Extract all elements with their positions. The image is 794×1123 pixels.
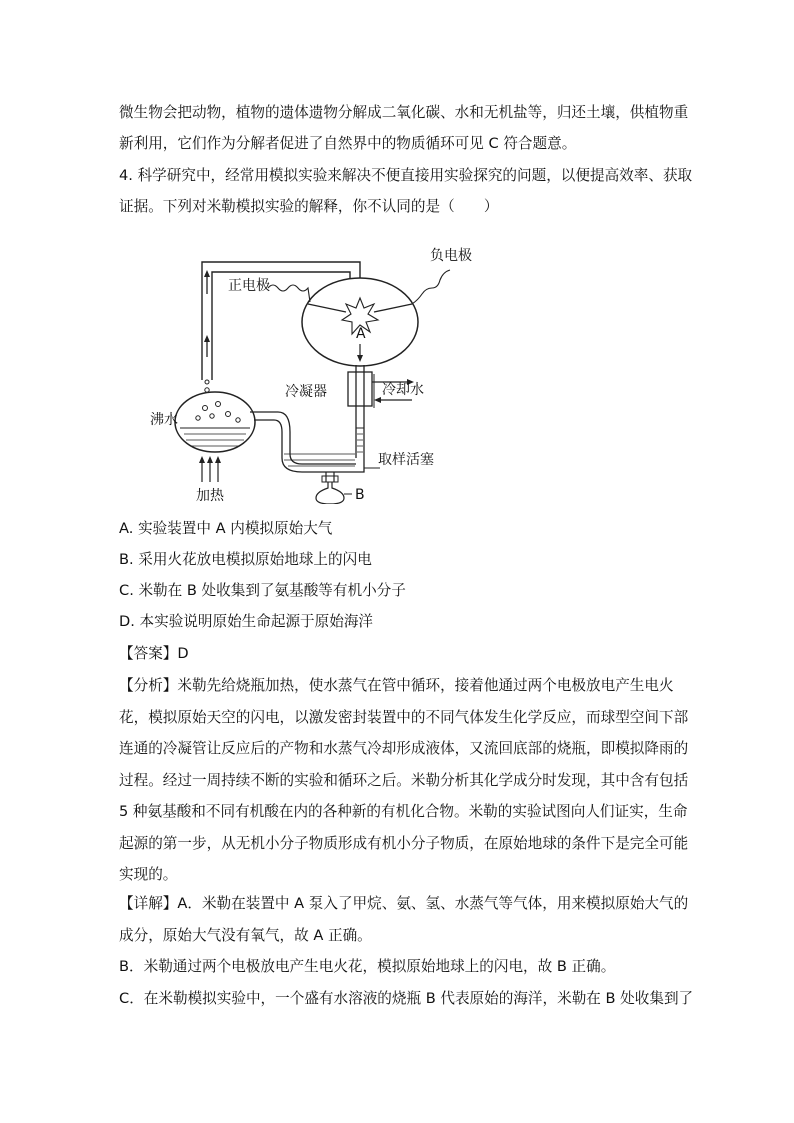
label-negative-electrode: 负电极 — [430, 248, 472, 264]
intro-line-2: 新利用，它们作为分解者促进了自然界中的物质循环可见 C 符合题意。 — [119, 135, 577, 152]
answer: 【答案】D — [119, 645, 189, 662]
detail-line: 【详解】A．米勒在装置中 A 泵入了甲烷、氨、氢、水蒸气等气体，用来模拟原始大气的 — [119, 895, 689, 912]
analysis-line: 起源的第一步，从无机小分子物质形成有机小分子物质，在原始地球的条件下是完全可能 — [119, 834, 689, 852]
analysis-line: 花，模拟原始天空的闪电，以激发密封装置中的不同气体发生化学反应，而球型空间下部 — [119, 708, 689, 726]
detail-line: C．在米勒模拟实验中，一个盛有水溶液的烧瓶 B 代表原始的海洋，米勒在 B 处收集到了 — [119, 989, 694, 1007]
label-a: A — [356, 326, 366, 342]
label-condenser: 冷凝器 — [285, 384, 327, 400]
option-b: B. 采用火花放电模拟原始地球上的闪电 — [119, 551, 372, 568]
option-c: C. 米勒在 B 处收集到了氨基酸等有机小分子 — [119, 582, 406, 599]
analysis-line: 5 种氨基酸和不同有机酸在内的各种新的有机化合物。米勒的实验试图向人们证实，生命 — [119, 803, 688, 820]
analysis-line: 【分析】米勒先给烧瓶加热，使水蒸气在管中循环，接着他通过两个电极放电产生电火 — [119, 677, 674, 694]
question-line-1: 4. 科学研究中，经常用模拟实验来解决不便直接用实验探究的问题，以便提高效率、获取 — [119, 167, 693, 184]
detail-line: 成分，原始大气没有氧气，故 A 正确。 — [119, 926, 372, 944]
label-heating: 加热 — [196, 488, 224, 504]
label-b: B — [355, 487, 365, 503]
intro-line-1: 微生物会把动物，植物的遗体遗物分解成二氧化碳、水和无机盐等，归还土壤，供植物重 — [119, 104, 689, 121]
detail-paragraph — [119, 888, 694, 1014]
label-sampling-valve: 取样活塞 — [378, 452, 434, 468]
question-line-2: 证据。下列对米勒模拟实验的解释，你不认同的是（ ） — [119, 198, 499, 215]
analysis-paragraph — [119, 670, 689, 891]
analysis-line: 过程。经过一周持续不断的实验和循环之后。米勒分析其化学成分时发现，其中含有包括 — [119, 771, 689, 789]
option-d: D. 本实验说明原始生命起源于原始海洋 — [119, 613, 374, 630]
miller-experiment-diagram — [150, 232, 490, 504]
detail-line: B．米勒通过两个电极放电产生电火花，模拟原始地球上的闪电，故 B 正确。 — [119, 958, 616, 975]
label-cooling-water: 冷却水 — [382, 382, 424, 398]
analysis-line: 实现的。 — [119, 866, 178, 883]
option-a: A. 实验装置中 A 内模拟原始大气 — [119, 520, 333, 537]
label-positive-electrode: 正电极 — [228, 278, 270, 294]
label-boiling-water: 沸水 — [150, 412, 178, 428]
analysis-line: 连通的冷凝管让反应后的产物和水蒸气冷却形成液体，又流回底部的烧瓶，即模拟降雨的 — [119, 740, 689, 757]
